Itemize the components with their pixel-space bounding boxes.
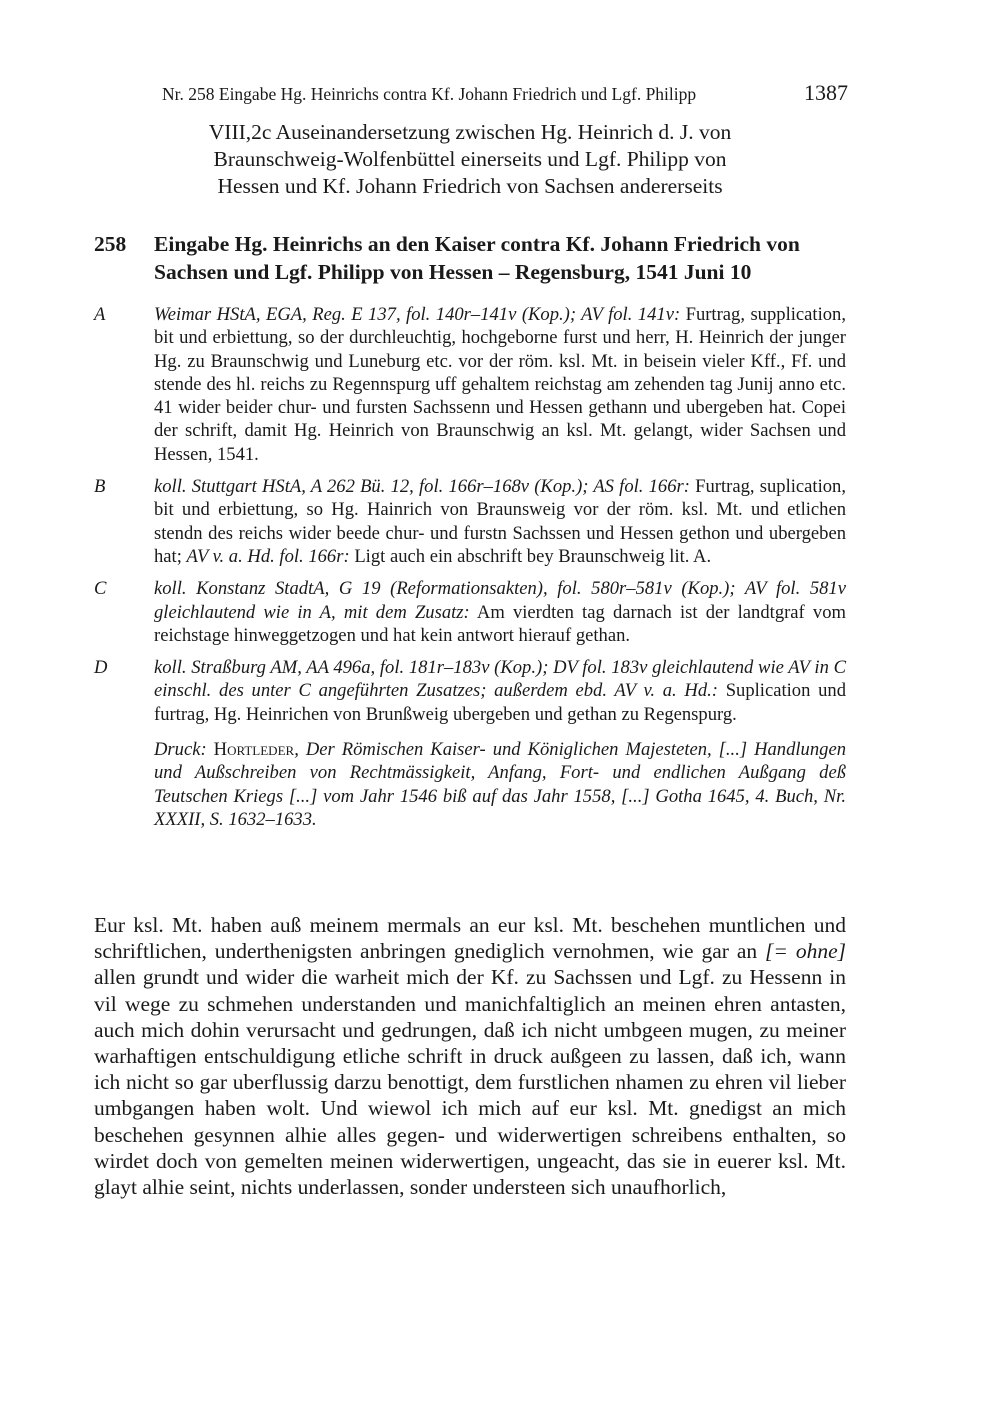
document-number: 258 (94, 232, 127, 256)
witness-a (94, 303, 846, 466)
print-text: , Der Römischen Kaiser- und Königlichen Majesteten, [...] Handlungen und Außschreiben von Rechtmässigkeit, Anfang, Fort- und endlichen Außgang deß Teutschen Kriegs [...] vom Jahr 1546 biß auf das Jahr 1558, [...] Gotha 1645, 4. Buch, Nr. XXXII, S. 1632–1633. (154, 739, 847, 830)
running-head (162, 80, 848, 106)
witness-c (94, 577, 846, 647)
print-author: Hortleder (213, 739, 295, 761)
print-reference (94, 738, 846, 831)
document-title: Eingabe Hg. Heinrichs an den Kaiser contra Kf. Johann Friedrich von Sachsen und Lgf. Philipp von Hessen – Regensburg, 1541 Juni 10 (154, 232, 800, 284)
witness-source: koll. Straßburg AM, AA 496a, fol. 181r–183v (Kop.); DV fol. 183v gleichlautend wie AV in C einschl. des unter C angeführten Zusatzes; außerdem ebd. AV v. a. Hd.: (154, 657, 846, 702)
witness-source: koll. Konstanz StadtA, G 19 (Reformationsakten), fol. 580r–581v (Kop.); AV fol. 581v gleichlautend wie in A, mit dem Zusatz: (154, 578, 846, 623)
main-text-part1: Eur ksl. Mt. haben auß meinem mermals an eur ksl. Mt. beschehen muntlichen und schriftlichen, underthenigsten anbringen gnediglich vernohmen, wie gar an (94, 913, 846, 964)
page-number: 1387 (804, 80, 848, 105)
witness-text: Suplication und furtrag, Hg. Heinrichen von Brunßweig ubergeben und gethan zu Regenspurg. (154, 680, 846, 725)
witness-text: Furtrag, suplication, bit und erbiettung, so Hg. Hainrich von Braunsweig vor der röm. ksl. Mt. und etlichen stendn des reichs wider beede chur- und furstn Sachssen und Hessen gethon und ubergeben hat; (154, 476, 846, 567)
witness-source: Weimar HStA, EGA, Reg. E 137, fol. 140r–141v (Kop.); AV fol. 141v: (154, 304, 681, 325)
witness-source-secondary: AV v. a. Hd. fol. 166r: (186, 545, 350, 567)
witness-siglum: D (94, 657, 108, 679)
witness-text: Am vierdten tag darnach ist der landtgraf vom reichstage hinweggetzogen und hat kein antwort hierauf gethan. (154, 601, 846, 646)
witness-text: Furtrag, supplication, bit und erbiettung, so der durchleuchtig, hochgeborne furst und herr, H. Heinrich der junger Hg. zu Braunschwig und Luneburg etc. vor der röm. ksl. Mt. in beisein vieler Kff., Ff. und stende des hl. reichs zu Regennspurg uff gehaltem reichstag am zehenden tag Junij anno etc. 41 wider beider chur- und fursten Sachssenn und Hessen gethann und ubergeben hat. Copei der schrift, damit Hg. Heinrich von Braunschwig an ksl. Mt. gelangt, wider Sachsen und Hessen, 1541. (154, 304, 846, 465)
section-heading (150, 119, 790, 200)
witness-text-secondary: Ligt auch ein abschrift bey Braunschweig lit. A. (349, 545, 712, 567)
section-heading-line: VIII,2c Auseinandersetzung zwischen Hg. Heinrich d. J. von (208, 120, 732, 144)
witness-b (94, 475, 846, 568)
witness-siglum: A (94, 304, 106, 325)
witness-siglum: C (94, 578, 107, 600)
main-text-part2: allen grundt und wider die warheit mich der Kf. zu Sachssen und Lgf. zu Hessenn in vil wege zu schmehen understanden und manichfaltiglich an meinen ehren antasten, auch mich dohin verursacht und gedrungen, daß ich nicht umbgeen mugen, zu meiner warhaftigen entschuldigung etliche schrift in druck außgeen zu lassen, daß ich, wann ich nicht so gar uberflussig darzu benottigt, dem furstlichen nhamen zu ehren vil lieber umbgangen haben wolt. Und wiewol ich mich auf eur ksl. Mt. gnedigst an mich beschehen gesynnen alhie alles gegen- und widerwertigen schreibens enthalten, so wirdet doch von gemelten meinen widerwertigen, ungeacht, das sie in euerer ksl. Mt. glayt alhie seint, nichts underlassen, sonder understeen sich unaufhorlich, (94, 965, 846, 1200)
print-label: Druck: (154, 739, 214, 761)
running-head-title: Nr. 258 Eingabe Hg. Heinrichs contra Kf. Johann Friedrich und Lgf. Philipp (162, 84, 697, 104)
witness-siglum: B (94, 476, 106, 498)
section-heading-line: Hessen und Kf. Johann Friedrich von Sachsen andererseits (217, 174, 723, 198)
section-heading-line: Braunschweig-Wolfenbüttel einerseits und Lgf. Philipp von (213, 147, 727, 171)
witness-source: koll. Stuttgart HStA, A 262 Bü. 12, fol. 166r–168v (Kop.); AS fol. 166r: (154, 476, 690, 498)
main-text (94, 912, 846, 1200)
editorial-note: [= ohne] (765, 939, 846, 964)
witness-d (94, 656, 846, 726)
witness-list (94, 303, 846, 831)
